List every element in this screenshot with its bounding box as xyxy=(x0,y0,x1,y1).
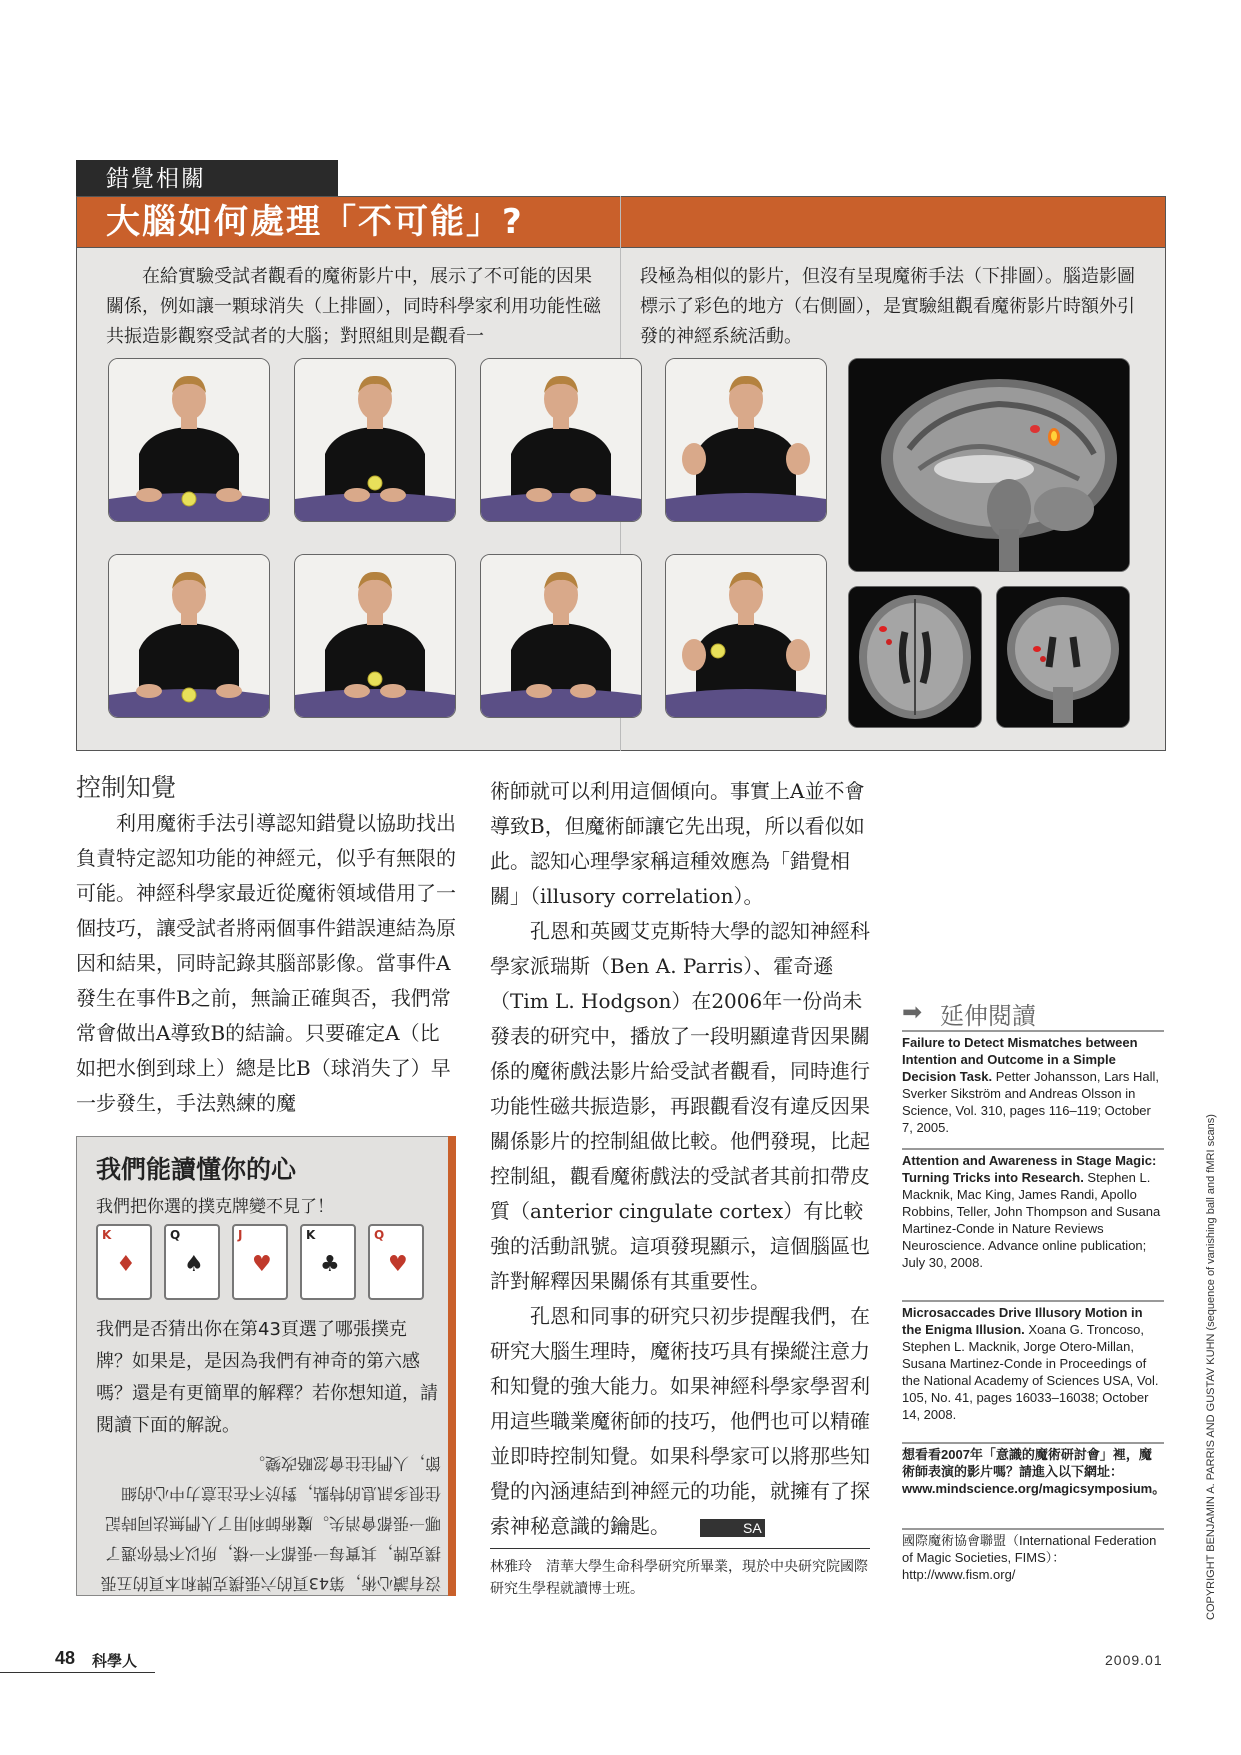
card-rank: Q xyxy=(374,1228,385,1242)
body-paragraph: 孔恩和英國艾克斯特大學的認知神經科學家派瑞斯（Ben A. Parris）、霍奇遜（Tim L. Hodgson）在2006年一份尚未發表的研究中，播放了一段明顯違背因果關係的魔術戲法影片給受試者觀看，同時進行功能性磁共振造影，再跟觀看沒有違反因果關係影片的控制組做比較。他們發現，比起控制組，觀看魔術戲法的受試者其前扣帶皮質（anterior cingulate cortex）有比較強的活動訊號。這項發現顯示，這個腦區也許對解釋因果關係有其重要性。 xyxy=(490,919,870,1293)
photo-credit: COPYRIGHT BENJAMIN A. PARRIS AND GUSTAV KUHN (sequence of vanishing ball and fMRI scans) xyxy=(1205,1114,1217,1620)
card-suit-icon: ♥ xyxy=(252,1252,272,1277)
body-paragraph: 術師就可以利用這個傾向。事實上A並不會導致B，但魔術師讓它先出現，所以看似如此。認知心理學家稱這種效應為「錯覺相關」（illusory correlation）。 xyxy=(490,779,865,908)
reference-details: 國際魔術協會聯盟（International Federation of Magic Societies, FIMS）：http://www.fism.org/ xyxy=(902,1533,1157,1582)
section-tab: 錯覺相關 xyxy=(76,160,338,198)
card-suit-icon: ♠ xyxy=(184,1252,204,1277)
card-suit-icon: ♦ xyxy=(116,1252,136,1277)
mind-box-accent xyxy=(448,1136,456,1596)
further-reading-entry xyxy=(902,1152,1164,1271)
magic-frame-photo xyxy=(108,358,270,522)
further-reading-divider xyxy=(902,1030,1164,1032)
issue-date: 2009.01 xyxy=(1105,1652,1163,1668)
mind-box-question: 我們是否猜出你在第43頁選了哪張撲克牌？如果是，是因為我們有神奇的第六感嗎？還是有更簡單的解釋？若你想知道，請閱讀下面的解說。 xyxy=(96,1319,438,1436)
card-suit-icon: ♥ xyxy=(388,1252,408,1277)
mind-box-title: 我們能讀懂你的心 xyxy=(96,1155,297,1184)
magic-frame-photo xyxy=(294,358,456,522)
playing-card xyxy=(300,1224,356,1300)
reference-details: Xoana G. Troncoso, Stephen L. Macknik, Jorge Otero-Millan, Susana Martinez-Conde in Proceedings of the National Academy of Sciences USA, Vol. 105, No. 41, pages 16033–16038; October 14, 2008. xyxy=(902,1322,1159,1422)
card-rank: K xyxy=(102,1228,112,1242)
body-column-1: 利用魔術手法引導認知錯覺以協助找出負責特定認知功能的神經元，似乎有無限的可能。神經科學家最近從魔術領域借用了一個技巧，讓受試者將兩個事件錯誤連結為原因和結果，同時記錄其腦部影像。當事件A發生在事件B之前，無論正確與否，我們常常會做出A導致B的結論。只要確定A（比如把水倒到球上）總是比B（球消失了）早一步發生，手法熟練的魔 xyxy=(76,811,456,1115)
reference-details: Petter Johansson, Lars Hall, Sverker Sikström and Andreas Olsson in Science, Vol. 310, pages 116–119; October 7, 2005. xyxy=(902,1069,1159,1135)
card-rank: K xyxy=(306,1228,316,1242)
mind-box-upside-down-answer: 沒有讀心術，第43頁的六張撲克牌和本頁的五張撲克牌，其實每一張都不一樣，所以不管你選了哪一張都會消失。魔術師利用了人們無法同時記住很多訊息的特點，對於不在注意力中心的細節，人們往往會忽略改變。 xyxy=(100,1454,441,1593)
arrow-icon: ➡ xyxy=(902,998,923,1026)
magic-frame-photo xyxy=(665,554,827,718)
reference-title: Attention and Awareness in Stage Magic: Turning Tricks into Research. xyxy=(902,1153,1157,1185)
magic-frame-photo xyxy=(665,358,827,522)
figure-caption-right: 段極為相似的影片，但沒有呈現魔術手法（下排圖）。腦造影圖標示了彩色的地方（右側圖），是實驗組觀看魔術影片時額外引發的神經系統活動。 xyxy=(640,266,1135,347)
further-reading-divider xyxy=(902,1300,1164,1302)
author-divider xyxy=(490,1548,870,1549)
footer-rule xyxy=(0,1672,155,1673)
further-reading-entry xyxy=(902,1034,1164,1136)
magic-frame-photo xyxy=(294,554,456,718)
further-reading-entry xyxy=(902,1304,1164,1423)
body-paragraph: 孔恩和同事的研究只初步提醒我們，在研究大腦生理時，魔術技巧具有操縱注意力和知覺的強大能力。如果神經科學家學習利用這些職業魔術師的技巧，他們也可以精確並即時控制知覺。如果科學家可以將那些知覺的內涵連結到神經元的功能，就擁有了探索神秘意識的鑰匙。 SA xyxy=(490,1304,870,1538)
author-bio: 林雅玲 清華大學生命科學研究所畢業，現於中央研究院國際研究生學程就讀博士班。 xyxy=(490,1559,868,1597)
further-reading-entry xyxy=(902,1532,1164,1583)
magic-frame-photo xyxy=(480,554,642,718)
reference-details: Stephen L. Macknik, Mac King, James Randi, Apollo Robbins, Teller, John Thompson and Susana Martinez-Conde in Nature Reviews Neuroscience. Advance online publication; July 30, 2008. xyxy=(902,1170,1161,1270)
reference-title: 想看看2007年「意識的魔術研討會」裡，魔術師表演的影片嗎？請進入以下網址：www.mindscience.org/magicsymposium。 xyxy=(902,1447,1166,1496)
card-rank: J xyxy=(238,1228,243,1242)
playing-card xyxy=(164,1224,220,1300)
further-reading-entry xyxy=(902,1446,1164,1497)
further-reading-divider xyxy=(902,1148,1164,1150)
magic-frame-photo xyxy=(108,554,270,718)
page-number: 48 xyxy=(55,1648,76,1668)
playing-card xyxy=(232,1224,288,1300)
card-rank: Q xyxy=(170,1228,181,1242)
further-reading-divider xyxy=(902,1442,1164,1444)
playing-card xyxy=(368,1224,424,1300)
further-reading-heading: 延伸閱讀 xyxy=(940,1002,1036,1030)
reference-title: Failure to Detect Mismatches between Intention and Outcome in a Simple Decision Task. xyxy=(902,1035,1138,1084)
further-reading-divider xyxy=(902,1528,1164,1530)
magazine-name: 科學人 xyxy=(92,1652,138,1670)
mind-box-subtitle: 我們把你選的撲克牌變不見了！ xyxy=(96,1197,334,1217)
figure-caption-left: 在給實驗受試者觀看的魔術影片中，展示了不可能的因果關係，例如讓一顆球消失（上排圖），同時科學家利用功能性磁共振造影觀察受試者的大腦；對照組則是觀看一 xyxy=(106,266,601,347)
body-column-2 xyxy=(490,774,870,1544)
mri-axial-scan xyxy=(848,586,982,728)
reference-title: Microsaccades Drive Illusory Motion in the Enigma Illusion. xyxy=(902,1305,1143,1337)
section-heading: 控制知覺 xyxy=(76,773,177,802)
card-suit-icon: ♣ xyxy=(320,1252,340,1277)
mri-coronal-scan xyxy=(996,586,1130,728)
playing-card xyxy=(96,1224,152,1300)
figure-title: 大腦如何處理「不可能」? xyxy=(106,202,524,242)
sa-end-mark: SA xyxy=(700,1519,765,1537)
magic-frame-photo xyxy=(480,358,642,522)
mri-sagittal-scan xyxy=(848,358,1130,572)
